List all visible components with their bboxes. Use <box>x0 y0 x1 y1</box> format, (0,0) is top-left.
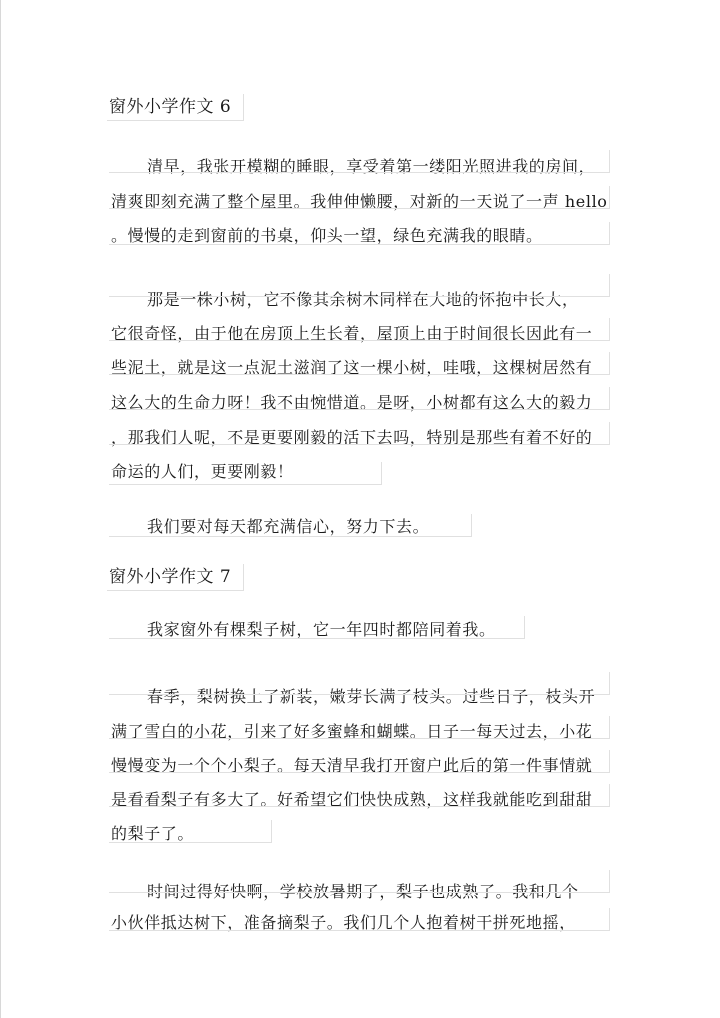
paragraph-line: 春季，梨树换上了新装，嫩芽长满了枝头。过些日子，枝头开 <box>147 687 596 706</box>
paragraph-line: 我们要对每天都充满信心，努力下去。 <box>147 517 430 536</box>
paragraph-line: 满了雪白的小花，引来了好多蜜蜂和蝴蝶。日子一每天过去，小花 <box>111 722 593 741</box>
paragraph-line: 是看看梨子有多大了。好希望它们快快成熟，这样我就能吃到甜甜 <box>111 790 593 809</box>
paragraph-line: 它很奇怪，由于他在房顶上生长着，屋顶上由于时间很长因此有一 <box>111 324 593 343</box>
essay-heading-6: 窗外小学作文 6 <box>109 97 232 117</box>
paragraph-line: 命运的人们，更要刚毅！ <box>111 462 294 481</box>
paragraph-line: 清爽即刻充满了整个屋里。我伸伸懒腰，对新的一天说了一声 hello <box>111 192 608 211</box>
paragraph-line: 那是一株小树，它不像其余树木同样在大地的怀抱中长大， <box>147 290 579 309</box>
paragraph-line: 小伙伴抵达树下，准备摘梨子。我们几个人抱着树干拼死地摇， <box>111 913 576 932</box>
essay-heading-7: 窗外小学作文 7 <box>109 567 232 587</box>
paragraph-line: 。慢慢的走到窗前的书桌，仰头一望，绿色充满我的眼睛。 <box>111 226 543 245</box>
paragraph-line: 慢慢变为一个个小梨子。每天清早我打开窗户此后的第一件事情就 <box>111 756 593 775</box>
paragraph-line: 时间过得好快啊，学校放暑期了，梨子也成熟了。我和几个 <box>147 882 579 901</box>
paragraph-line: 的梨子了。 <box>111 824 195 843</box>
paragraph-line: 清早，我张开模糊的睡眼，享受着第一缕阳光照进我的房间， <box>147 157 596 176</box>
paragraph-line: 些泥土，就是这一点泥土滋润了这一棵小树，哇哦，这棵树居然有 <box>111 358 593 377</box>
paragraph-line: 这么大的生命力呀！我不由惋惜道。是呀，小树都有这么大的毅力 <box>111 393 593 412</box>
paragraph-line: 我家窗外有棵梨子树，它一年四时都陪同着我。 <box>147 620 496 639</box>
paragraph-line: ，那我们人呢，不是更要刚毅的活下去吗，特别是那些有着不好的 <box>111 428 593 447</box>
